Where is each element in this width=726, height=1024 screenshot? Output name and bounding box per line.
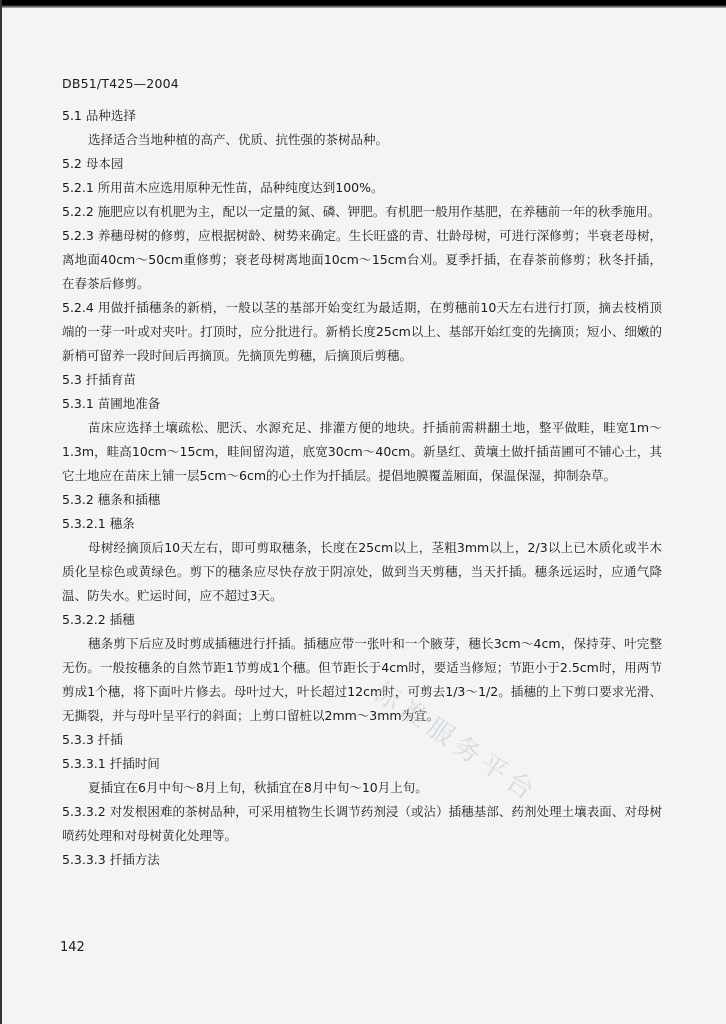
section-heading: 5.3.2.1 穗条 (62, 516, 135, 531)
section-heading: 5.3.3.1 扦插时间 (62, 756, 160, 771)
paragraph: 5.3.3.2 对发根困难的茶树品种，可采用植物生长调节药剂浸（或沾）插穗基部、药剂处理土壤表面、对母树喷药处理和对母树黄化处理等。 (62, 804, 662, 843)
paragraph: 5.2.4 用做扦插穗条的新梢，一般以茎的基部开始变红为最适期，在剪穗前10天左右进行打顶，摘去枝梢顶端的一芽一叶或对夹叶。打顶时，应分批进行。新梢长度25cm以上、基部开始红变的先摘顶；短小、细嫩的新梢可留养一段时间后再摘顶。先摘顶先剪穗，后摘顶后剪穗。 (62, 300, 662, 363)
paragraph: 5.2.1 所用苗木应选用原种无性苗，品种纯度达到100%。 (62, 180, 384, 195)
section-heading: 5.1 品种选择 (62, 108, 136, 123)
paragraph: 5.2.3 养穗母树的修剪，应根据树龄、树势来确定。生长旺盛的青、壮龄母树，可进行深修剪；半衰老母树，离地面40cm～50cm重修剪；衰老母树离地面10cm～15cm台刈。夏季扦插，在春茶前修剪；秋冬扦插，在春茶后修剪。 (62, 228, 662, 291)
page-number: 142 (60, 940, 85, 955)
paragraph: 5.2.2 施肥应以有机肥为主，配以一定量的氮、磷、钾肥。有机肥一般用作基肥，在养穗前一年的秋季施用。 (62, 204, 661, 219)
section-heading: 5.3.3 扦插 (62, 732, 123, 747)
paragraph: 穗条剪下后应及时剪成插穗进行扦插。插穗应带一张叶和一个腋芽，穗长3cm～4cm，保持芽、叶完整无伤。一般按穗条的自然节距1节剪成1个穗。但节距长于4cm时，要适当修短；节距小于2.5cm时，用两节剪成1个穗，将下面叶片修去。母叶过大，叶长超过12cm时，可剪去1/3～1/2。插穗的上下剪口要求光滑、无撕裂，并与母叶呈平行的斜面；上剪口留桩以2mm～3mm为宜。 (62, 636, 662, 723)
section-heading: 5.2 母本园 (62, 156, 124, 171)
section-heading: 5.3 扦插育苗 (62, 372, 136, 387)
section-heading: 5.3.2.2 插穗 (62, 612, 135, 627)
paragraph: 选择适合当地种植的高产、优质、抗性强的茶树品种。 (88, 132, 389, 147)
document-body (62, 104, 662, 872)
left-edge-rule (0, 0, 2, 1024)
section-heading: 5.3.3.3 扦插方法 (62, 852, 160, 867)
paragraph: 夏插宜在6月中旬～8月上旬，秋插宜在8月中旬～10月上旬。 (88, 780, 428, 795)
section-heading: 5.3.1 苗圃地准备 (62, 396, 161, 411)
paragraph: 苗床应选择土壤疏松、肥沃、水源充足、排灌方便的地块。扦插前需耕翻土地，整平做畦，畦宽1m～1.3m，畦高10cm～15cm，畦间留沟道，底宽30cm～40cm。新垦红、黄壤土做扦插苗圃可不铺心土，其它土地应在苗床上铺一层5cm～6cm的心土作为扦插层。提倡地膜覆盖厢面，保温保湿，抑制杂草。 (62, 420, 662, 483)
document-code: DB51/T425—2004 (62, 76, 179, 91)
paragraph: 母树经摘顶后10天左右，即可剪取穗条，长度在25cm以上，茎粗3mm以上，2/3以上已木质化或半木质化呈棕色或黄绿色。剪下的穗条应尽快存放于阴凉处，做到当天剪穗，当天扦插。穗条远运时，应通气降温、防失水。贮运时间，应不超过3天。 (62, 540, 662, 603)
top-border-rule (0, 0, 726, 8)
section-heading: 5.3.2 穗条和插穗 (62, 492, 161, 507)
watermark: 标准服务平台 (367, 676, 544, 810)
